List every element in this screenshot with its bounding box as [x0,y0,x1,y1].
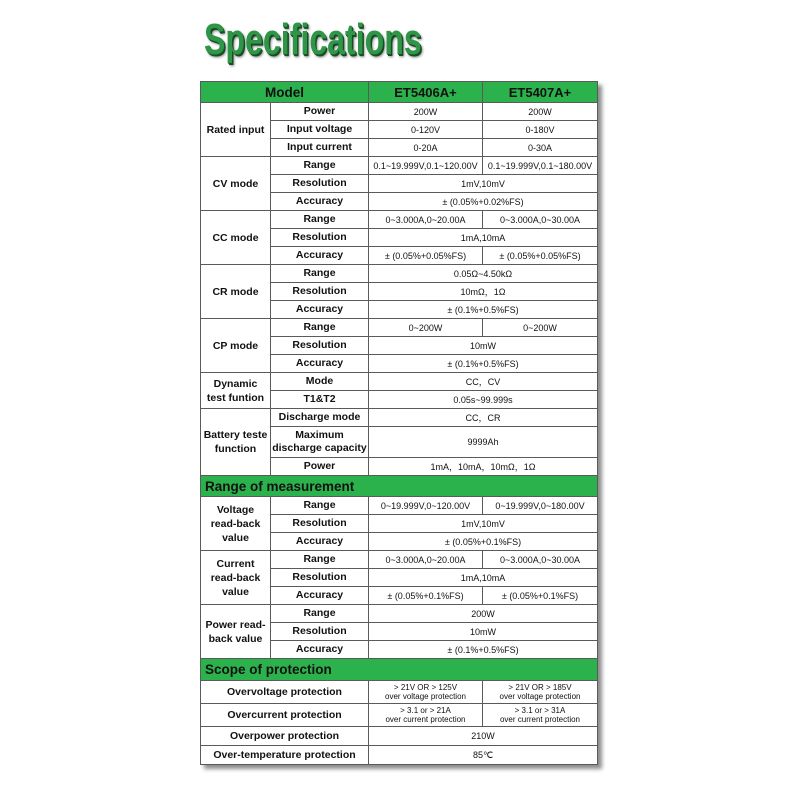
param-label: Accuracy [271,301,369,319]
spec-row [201,211,598,229]
value-cell: 0~200W [483,319,598,337]
group-label-cv-mode: CV mode [201,157,271,211]
group-label-battery-test: Battery teste function [201,409,271,476]
group-label-current-readback: Current read-back value [201,551,271,605]
section-header-row [201,659,598,681]
value-cell: 9999Ah [369,427,598,458]
section-heading-scope-of-protection: Scope of protection [201,659,598,681]
value-cell: > 3.1 or > 31A over current protection [483,704,598,727]
param-label: Power [271,103,369,121]
value-cell: 1mA,10mA [369,229,598,247]
param-label: Over-temperature protection [201,746,369,765]
value-cell: 0~19.999V,0~120.00V [369,497,483,515]
group-label-cr-mode: CR mode [201,265,271,319]
group-label-power-readback: Power read- back value [201,605,271,659]
spec-row [201,551,598,569]
section-header-row [201,476,598,497]
value-cell: ± (0.05%+0.05%FS) [369,247,483,265]
spec-row [201,157,598,175]
group-label-rated-input: Rated input [201,103,271,157]
param-label: Accuracy [271,587,369,605]
group-label-voltage-readback: Voltage read-back value [201,497,271,551]
param-label: Range [271,211,369,229]
param-label: Range [271,605,369,623]
value-cell: 200W [483,103,598,121]
spec-row [201,409,598,427]
group-label-cc-mode: CC mode [201,211,271,265]
spec-row [201,681,598,704]
param-label: Overpower protection [201,727,369,746]
param-label: Input voltage [271,121,369,139]
group-label-cp-mode: CP mode [201,319,271,373]
value-cell: 10mΩ，1Ω [369,283,598,301]
param-label: Accuracy [271,355,369,373]
value-cell: > 3.1 or > 21A over current protection [369,704,483,727]
value-cell: 0.05s~99.999s [369,391,598,409]
value-cell: 0-180V [483,121,598,139]
spec-row [201,727,598,746]
param-label: Overvoltage protection [201,681,369,704]
value-cell: 0-20A [369,139,483,157]
group-label-dynamic-test: Dynamic test funtion [201,373,271,409]
param-label: Resolution [271,337,369,355]
param-label: Input current [271,139,369,157]
value-cell: 0-120V [369,121,483,139]
param-label: Range [271,319,369,337]
value-cell: 210W [369,727,598,746]
value-cell: 0-30A [483,139,598,157]
spec-row [201,497,598,515]
value-cell: ± (0.05%+0.1%FS) [483,587,598,605]
param-label: Resolution [271,569,369,587]
value-cell: 200W [369,605,598,623]
spec-row [201,704,598,727]
value-cell: ± (0.1%+0.5%FS) [369,301,598,319]
model-et5406a-header: ET5406A+ [369,82,483,103]
param-label: Power [271,458,369,476]
spec-row [201,605,598,623]
param-label: Resolution [271,623,369,641]
value-cell: 0~3.000A,0~30.00A [483,551,598,569]
param-label: Accuracy [271,247,369,265]
param-label: Resolution [271,283,369,301]
value-cell: 0~3.000A,0~30.00A [483,211,598,229]
value-cell: 0.1~19.999V,0.1~180.00V [483,157,598,175]
param-label: Mode [271,373,369,391]
param-label: T1&T2 [271,391,369,409]
value-cell: 0~200W [369,319,483,337]
value-cell: 0~3.000A,0~20.00A [369,551,483,569]
param-label: Resolution [271,175,369,193]
value-cell: 85℃ [369,746,598,765]
value-cell: > 21V OR > 185V over voltage protection [483,681,598,704]
spec-row [201,265,598,283]
value-cell: > 21V OR > 125V over voltage protection [369,681,483,704]
param-label: Accuracy [271,533,369,551]
spec-row [201,319,598,337]
model-et5407a-header: ET5407A+ [483,82,598,103]
header-row [201,82,598,103]
spec-row [201,373,598,391]
model-header: Model [201,82,369,103]
param-label: Accuracy [271,641,369,659]
param-label: Resolution [271,515,369,533]
param-label: Range [271,157,369,175]
value-cell: 10mW [369,337,598,355]
value-cell: 0~3.000A,0~20.00A [369,211,483,229]
param-label: Maximum discharge capacity [271,427,369,458]
value-cell: 0.1~19.999V,0.1~120.00V [369,157,483,175]
value-cell: CC，CV [369,373,598,391]
value-cell: 1mA,10mA [369,569,598,587]
value-cell: ± (0.1%+0.5%FS) [369,641,598,659]
value-cell: CC，CR [369,409,598,427]
value-cell: 0~19.999V,0~180.00V [483,497,598,515]
param-label: Range [271,551,369,569]
value-cell: ± (0.05%+0.02%FS) [369,193,598,211]
param-label: Overcurrent protection [201,704,369,727]
value-cell: 10mW [369,623,598,641]
param-label: Accuracy [271,193,369,211]
spec-row [201,746,598,765]
value-cell: 200W [369,103,483,121]
spec-row [201,103,598,121]
param-label: Range [271,265,369,283]
value-cell: 0.05Ω~4.50kΩ [369,265,598,283]
value-cell: 1mV,10mV [369,175,598,193]
value-cell: ± (0.05%+0.05%FS) [483,247,598,265]
value-cell: 1mV,10mV [369,515,598,533]
section-heading-range-of-measurement: Range of measurement [201,476,598,497]
param-label: Resolution [271,229,369,247]
param-label: Discharge mode [271,409,369,427]
value-cell: 1mA，10mA，10mΩ，1Ω [369,458,598,476]
param-label: Range [271,497,369,515]
value-cell: ± (0.05%+0.1%FS) [369,587,483,605]
spec-table [200,81,598,765]
page-title: Specifications [204,15,422,64]
value-cell: ± (0.1%+0.5%FS) [369,355,598,373]
value-cell: ± (0.05%+0.1%FS) [369,533,598,551]
